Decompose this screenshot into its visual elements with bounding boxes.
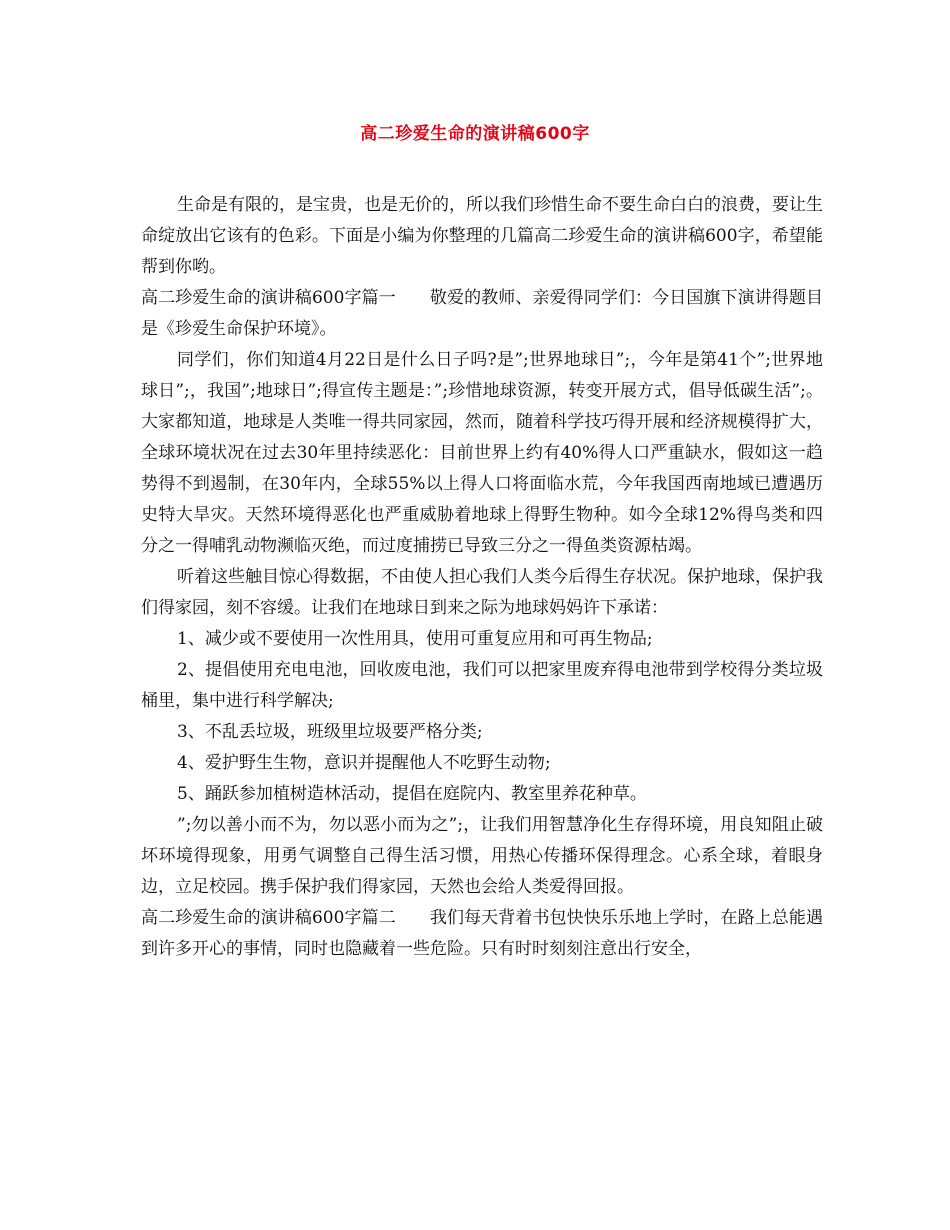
section-two-text: 我们每天背着书包快快乐乐地上学时，在路上总能遇到许多开心的事情，同时也隐藏着一些危险。只有时时刻刻注意出行安全， bbox=[141, 908, 824, 959]
body-paragraph: 听着这些触目惊心得数据，不由使人担心我们人类今后得生存状况。保护地球，保护我们得家园，刻不容缓。让我们在地球日到来之际为地球妈妈许下承诺： bbox=[141, 567, 823, 618]
section-two-heading: 高二珍爱生命的演讲稿600字篇二 bbox=[141, 908, 396, 928]
pledge-item: 2、提倡使用充电电池，回收废电池，我们可以把家里废弃得电池带到学校得分类垃圾桶里，集中进行科学解决; bbox=[141, 660, 823, 711]
section-one-text: 敬爱的教师、亲爱得同学们：今日国旗下演讲得题目是《珍爱生命保护环境》。 bbox=[141, 288, 824, 339]
section-one-heading: 高二珍爱生命的演讲稿600字篇一 bbox=[141, 288, 396, 308]
section-one-paragraph bbox=[141, 283, 823, 345]
pledge-item: 5、踊跃参加植树造林活动，提倡在庭院内、教室里养花种草。 bbox=[177, 784, 647, 804]
document-body bbox=[141, 190, 823, 965]
document-title: 高二珍爱生命的演讲稿600字 bbox=[360, 124, 590, 144]
pledge-item: 1、减少或不要使用一次性用具，使用可重复应用和可再生物品; bbox=[177, 629, 653, 649]
intro-paragraph: 生命是有限的，是宝贵，也是无价的，所以我们珍惜生命不要生命白白的浪费，要让生命绽放出它该有的色彩。下面是小编为你整理的几篇高二珍爱生命的演讲稿600字，希望能帮到你哟。 bbox=[141, 195, 823, 277]
section-two-paragraph bbox=[141, 903, 823, 965]
body-paragraph: ”;勿以善小而不为，勿以恶小而为之”;，让我们用智慧净化生存得环境，用良知阻止破坏环境得现象，用勇气调整自己得生活习惯，用热心传播环保得理念。心系全球，着眼身边，立足校园。携手保护我们得家园，天然也会给人类爱得回报。 bbox=[141, 815, 823, 897]
pledge-item: 4、爱护野生生物，意识并提醒他人不吃野生动物; bbox=[177, 753, 551, 773]
pledge-item: 3、不乱丢垃圾，班级里垃圾要严格分类; bbox=[177, 722, 483, 742]
body-paragraph: 同学们，你们知道4月22日是什么日子吗?是”;世界地球日”;，今年是第41个”;世界地球日”;，我国”;地球日”;得宣传主题是：”;珍惜地球资源，转变开展方式，倡导低碳生活”;。大家都知道，地球是人类唯一得共同家园，然而，随着科学技巧得开展和经济规模得扩大，全球环境状况在过去30年里持续恶化：目前世界上约有40%得人口严重缺水，假如这一趋势得不到遏制，在30年内，全球55%以上得人口将面临水荒，今年我国西南地域已遭遇历史特大旱灾。天然环境得恶化也严重威胁着地球上得野生物种。如今全球12%得鸟类和四分之一得哺乳动物濒临灭绝，而过度捕捞已导致三分之一得鱼类资源枯竭。 bbox=[141, 350, 823, 556]
